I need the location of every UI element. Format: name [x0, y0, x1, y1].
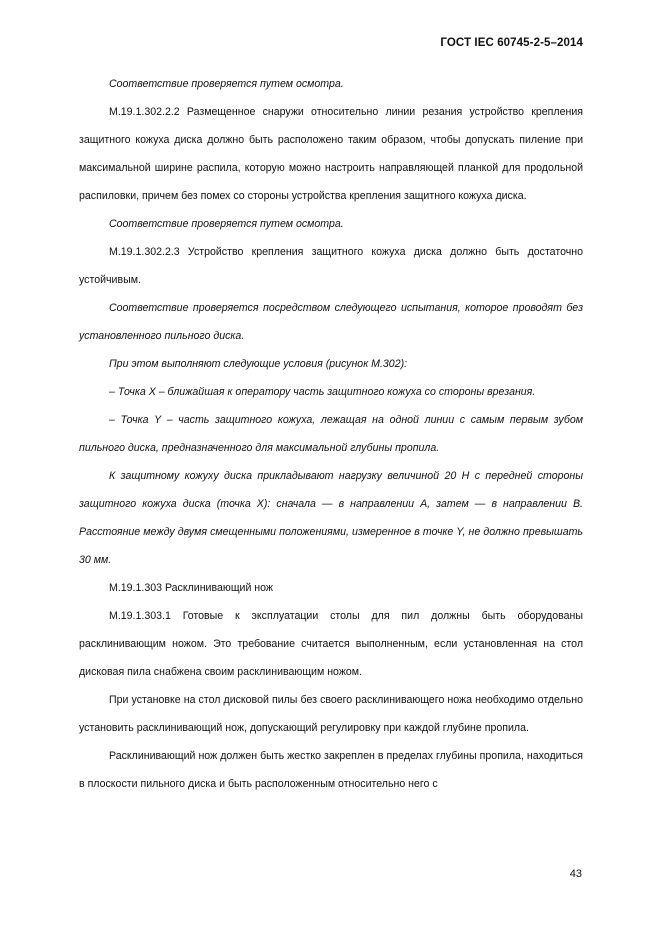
paragraph-knife-mounting: Расклинивающий нож должен быть жестко закреплен в пределах глубины пропила, находиться в плоскости пильного диска и быть расположенным относительно него с [79, 750, 583, 790]
paragraph-conditions: При этом выполняют следующие условия (рисунок М.302): [109, 358, 408, 370]
paragraph-m19-1-302-2-3: М.19.1.302.2.3 Устройство крепления защитного кожуха диска должно быть достаточно устойчивым. [79, 246, 583, 286]
paragraph-test-procedure: Соответствие проверяется посредством следующего испытания, которое проводят без установленного пильного диска. [79, 302, 583, 342]
document-header: ГОСТ IEC 60745-2-5–2014 [440, 37, 583, 49]
section-heading-riving-knife: М.19.1.303 Расклинивающий нож [109, 582, 274, 594]
paragraph-load-test: К защитному кожуху диска прикладывают нагрузку величиной 20 Н с передней стороны защитного кожуха диска (точка X): сначала — в направлении A, затем — в направлении B. Расстояние между двумя смещенными положениями, измеренное в точке Y, не должно превышать 30 мм. [79, 470, 583, 566]
document-body [79, 70, 583, 798]
paragraph-separate-knife: При установке на стол дисковой пилы без своего расклинивающего ножа необходимо отдельно установить расклинивающий нож, допускающий регулировку при каждой глубине пропила. [79, 694, 583, 734]
paragraph-point-y: – Точка Y – часть защитного кожуха, лежащая на одной линии с самым первым зубом пильного диска, предназначенного для максимальной глубины пропила. [79, 414, 583, 454]
paragraph-compliance-check-1: Соответствие проверяется путем осмотра. [109, 78, 344, 90]
paragraph-m19-1-302-2-2: М.19.1.302.2.2 Размещенное снаружи относительно линии резания устройство крепления защитного кожуха диска должно быть расположено таким образом, чтобы допускать пиление при максимальной ширине распила, которую можно настроить направляющей планкой для продольной распиловки, причем без помех со стороны устройства крепления защитного кожуха диска. [79, 106, 583, 202]
paragraph-point-x: – Точка X – ближайшая к оператору часть защитного кожуха со стороны врезания. [109, 386, 536, 398]
page-number: 43 [569, 868, 582, 880]
paragraph-compliance-check-2: Соответствие проверяется путем осмотра. [109, 218, 344, 230]
paragraph-m19-1-303-1: М.19.1.303.1 Готовые к эксплуатации столы для пил должны быть оборудованы расклинивающим ножом. Это требование считается выполненным, если установленная на стол дисковая пила снабжена своим расклинивающим ножом. [79, 610, 583, 678]
